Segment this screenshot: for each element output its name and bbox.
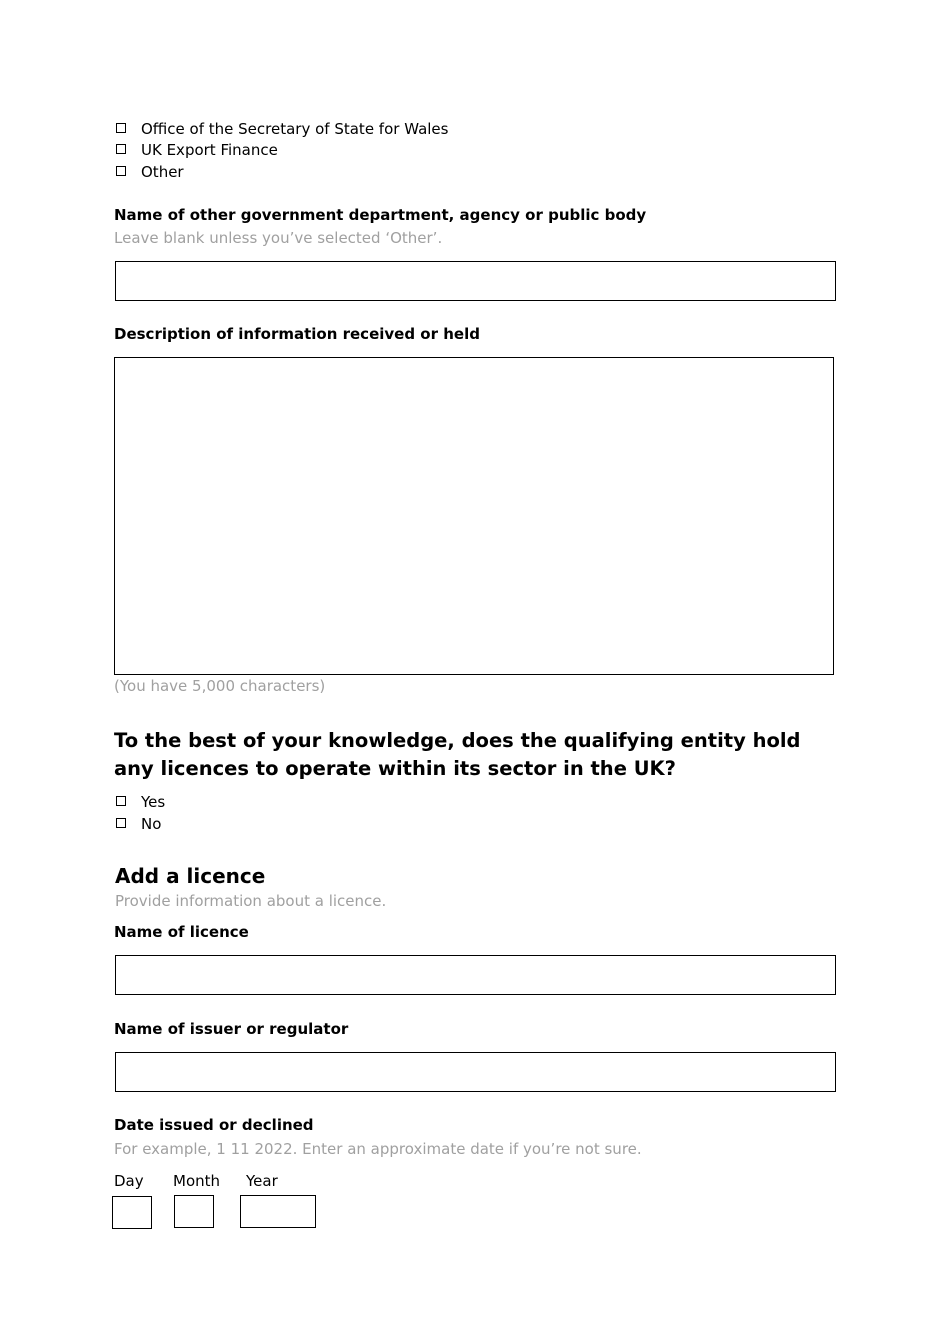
checkbox-label: Yes [141,793,166,811]
year-label: Year [246,1172,278,1190]
checkbox[interactable] [116,123,126,133]
checkbox-label: Office of the Secretary of State for Wales [141,120,449,138]
day-label: Day [114,1172,144,1190]
checkbox-option-wales-office[interactable] [116,119,448,139]
month-label: Month [173,1172,221,1190]
issuer-input[interactable] [115,1052,836,1092]
checkbox-option-uk-export-finance[interactable] [116,140,278,160]
checkbox-label: UK Export Finance [141,141,278,159]
description-label: Description of information received or held [114,325,480,343]
other-department-label: Name of other government department, agency or public body [114,206,647,224]
licence-question-title: To the best of your knowledge, does the qualifying entity hold any licences to operate within its sector in the UK? [114,729,801,780]
checkbox-option-other[interactable] [116,162,184,182]
description-textarea[interactable] [114,357,834,675]
checkbox[interactable] [116,818,126,828]
add-licence-hint: Provide information about a licence. [115,892,387,910]
checkbox-option-yes[interactable] [116,792,165,812]
year-input[interactable] [240,1195,316,1228]
licence-name-input[interactable] [115,955,836,995]
checkbox-label: No [141,815,162,833]
other-department-hint: Leave blank unless you’ve selected ‘Other’. [114,229,443,247]
add-licence-heading: Add a licence [115,864,266,888]
other-department-input[interactable] [115,261,836,301]
date-hint: For example, 1 11 2022. Enter an approximate date if you’re not sure. [114,1140,642,1158]
checkbox-label: Other [141,163,184,181]
month-input[interactable] [174,1195,214,1228]
checkbox[interactable] [116,166,126,176]
day-input[interactable] [112,1196,152,1229]
checkbox[interactable] [116,796,126,806]
date-label: Date issued or declined [114,1116,314,1134]
checkbox[interactable] [116,144,126,154]
licence-name-label: Name of licence [114,923,249,941]
issuer-label: Name of issuer or regulator [114,1020,349,1038]
checkbox-option-no[interactable] [116,814,161,834]
character-count: (You have 5,000 characters) [114,677,326,695]
